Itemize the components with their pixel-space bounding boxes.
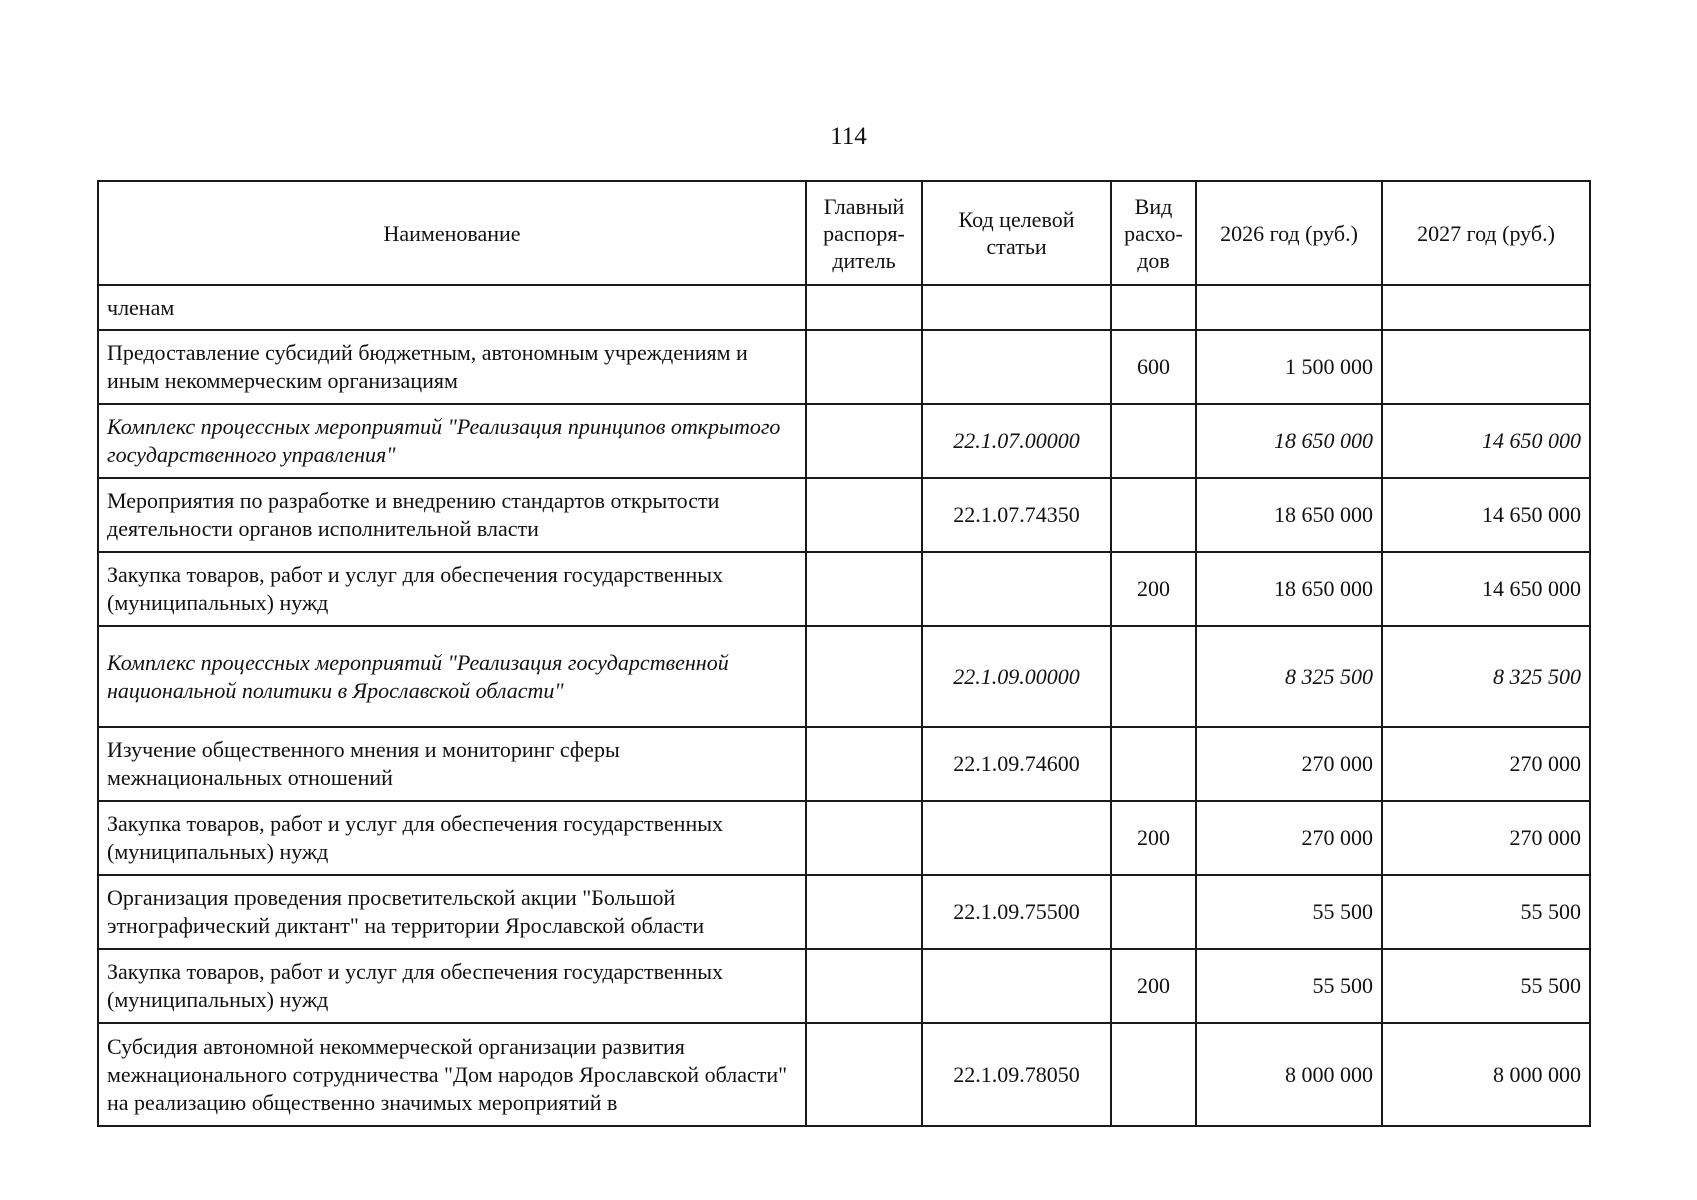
cell-kind <box>1111 404 1196 478</box>
cell-2026: 55 500 <box>1196 875 1382 949</box>
cell-name: Закупка товаров, работ и услуг для обеспечения государственных (муниципальных) нужд <box>98 552 806 626</box>
budget-table <box>97 180 1591 1127</box>
cell-2027: 55 500 <box>1382 949 1590 1023</box>
cell-manager <box>806 404 922 478</box>
cell-2027: 14 650 000 <box>1382 478 1590 552</box>
table-row <box>98 626 1590 727</box>
table-row <box>98 404 1590 478</box>
cell-2026: 1 500 000 <box>1196 330 1382 404</box>
cell-2026: 18 650 000 <box>1196 404 1382 478</box>
cell-2026: 270 000 <box>1196 727 1382 801</box>
cell-manager <box>806 801 922 875</box>
cell-kind: 200 <box>1111 801 1196 875</box>
cell-manager <box>806 949 922 1023</box>
cell-2027: 8 000 000 <box>1382 1023 1590 1126</box>
cell-name: Комплекс процессных мероприятий "Реализация государственной национальной политики в Ярославской области" <box>98 626 806 727</box>
cell-manager <box>806 1023 922 1126</box>
header-year-2026: 2026 год (руб.) <box>1196 181 1382 285</box>
cell-2027: 8 325 500 <box>1382 626 1590 727</box>
cell-name: Закупка товаров, работ и услуг для обеспечения государственных (муниципальных) нужд <box>98 949 806 1023</box>
cell-name: Мероприятия по разработке и внедрению стандартов открытости деятельности органов исполнительной власти <box>98 478 806 552</box>
cell-2027: 270 000 <box>1382 727 1590 801</box>
cell-code: 22.1.07.00000 <box>922 404 1111 478</box>
cell-manager <box>806 626 922 727</box>
cell-2026: 18 650 000 <box>1196 552 1382 626</box>
table-body <box>98 285 1590 1126</box>
cell-kind <box>1111 285 1196 330</box>
cell-2027: 270 000 <box>1382 801 1590 875</box>
table-row <box>98 875 1590 949</box>
cell-name: Закупка товаров, работ и услуг для обеспечения государственных (муниципальных) нужд <box>98 801 806 875</box>
header-manager: Главный распоря-дитель <box>806 181 922 285</box>
cell-code <box>922 949 1111 1023</box>
cell-code: 22.1.09.78050 <box>922 1023 1111 1126</box>
cell-2026 <box>1196 285 1382 330</box>
cell-name: Организация проведения просветительской акции "Большой этнографический диктант" на территории Ярославской области <box>98 875 806 949</box>
table-row <box>98 801 1590 875</box>
cell-kind <box>1111 875 1196 949</box>
cell-code: 22.1.09.00000 <box>922 626 1111 727</box>
cell-kind <box>1111 478 1196 552</box>
cell-2027: 55 500 <box>1382 875 1590 949</box>
header-year-2027: 2027 год (руб.) <box>1382 181 1590 285</box>
table-row <box>98 727 1590 801</box>
cell-code <box>922 552 1111 626</box>
cell-code <box>922 801 1111 875</box>
page-number: 114 <box>830 123 867 150</box>
cell-2026: 270 000 <box>1196 801 1382 875</box>
cell-manager <box>806 552 922 626</box>
table-header-row <box>98 181 1590 285</box>
cell-2027: 14 650 000 <box>1382 404 1590 478</box>
table-row <box>98 285 1590 330</box>
cell-kind: 200 <box>1111 949 1196 1023</box>
table-row <box>98 949 1590 1023</box>
cell-code: 22.1.09.74600 <box>922 727 1111 801</box>
cell-code: 22.1.09.75500 <box>922 875 1111 949</box>
header-kind: Вид расхо-дов <box>1111 181 1196 285</box>
cell-2026: 8 325 500 <box>1196 626 1382 727</box>
cell-manager <box>806 478 922 552</box>
cell-code <box>922 285 1111 330</box>
table-row <box>98 330 1590 404</box>
cell-manager <box>806 330 922 404</box>
cell-code: 22.1.07.74350 <box>922 478 1111 552</box>
cell-kind <box>1111 626 1196 727</box>
cell-manager <box>806 285 922 330</box>
cell-manager <box>806 727 922 801</box>
cell-kind <box>1111 727 1196 801</box>
table-row <box>98 552 1590 626</box>
cell-kind: 600 <box>1111 330 1196 404</box>
cell-2026: 55 500 <box>1196 949 1382 1023</box>
cell-name: членам <box>98 285 806 330</box>
table-row <box>98 1023 1590 1126</box>
cell-name: Предоставление субсидий бюджетным, автономным учреждениям и иным некоммерческим организациям <box>98 330 806 404</box>
cell-code <box>922 330 1111 404</box>
cell-kind <box>1111 1023 1196 1126</box>
cell-2026: 8 000 000 <box>1196 1023 1382 1126</box>
cell-2027 <box>1382 330 1590 404</box>
cell-2027 <box>1382 285 1590 330</box>
cell-name: Изучение общественного мнения и мониторинг сферы межнациональных отношений <box>98 727 806 801</box>
cell-2026: 18 650 000 <box>1196 478 1382 552</box>
header-name: Наименование <box>98 181 806 285</box>
table-row <box>98 478 1590 552</box>
cell-2027: 14 650 000 <box>1382 552 1590 626</box>
cell-name: Субсидия автономной некоммерческой организации развития межнационального сотрудничества "Дом народов Ярославской области" на реализацию общественно значимых мероприятий в <box>98 1023 806 1126</box>
header-code: Код целевой статьи <box>922 181 1111 285</box>
cell-kind: 200 <box>1111 552 1196 626</box>
cell-manager <box>806 875 922 949</box>
cell-name: Комплекс процессных мероприятий "Реализация принципов открытого государственного управления" <box>98 404 806 478</box>
